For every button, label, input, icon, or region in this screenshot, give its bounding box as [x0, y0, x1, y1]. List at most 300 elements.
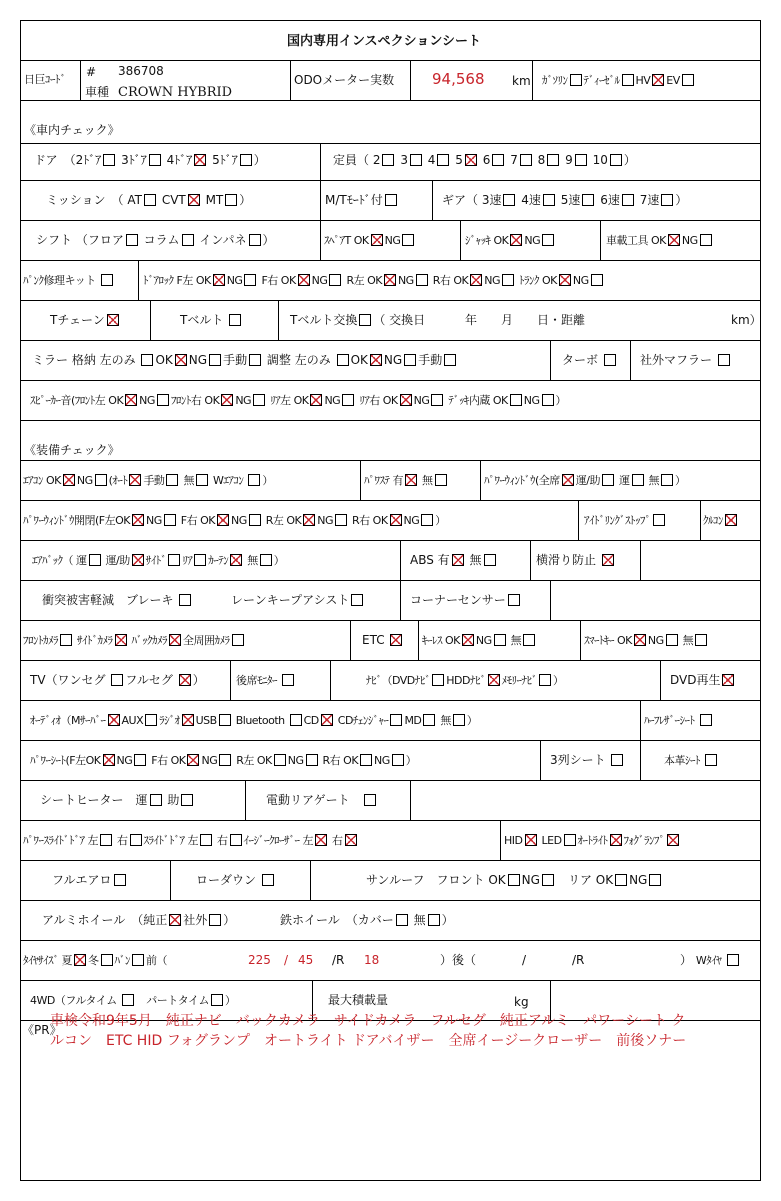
grid-line [20, 660, 761, 661]
checked-checkbox[interactable] [390, 634, 402, 646]
idling-stop [584, 514, 667, 526]
field-label: ｽﾋﾟｰｶｰ音(ﾌﾛﾝﾄ左 OK [30, 394, 124, 407]
checkbox[interactable] [602, 474, 614, 486]
checkbox[interactable] [416, 274, 428, 286]
checkbox[interactable] [428, 914, 440, 926]
checked-checkbox[interactable] [384, 274, 396, 286]
checkbox[interactable] [520, 154, 532, 166]
checkbox[interactable] [564, 834, 576, 846]
checked-checkbox[interactable] [175, 354, 187, 366]
checked-checkbox[interactable] [103, 754, 115, 766]
checked-checkbox[interactable] [179, 674, 191, 686]
field-label: HDDﾅﾋﾞ [446, 674, 486, 687]
field-label: ﾒﾓﾘｰﾅﾋﾞ [501, 674, 537, 687]
field-label: ﾊﾟﾜｰｳｨﾝﾄﾞｳ(全席 [484, 474, 560, 487]
checkbox[interactable] [122, 994, 134, 1006]
checkbox[interactable] [508, 874, 520, 886]
checked-checkbox[interactable] [668, 234, 680, 246]
checkbox[interactable] [219, 754, 231, 766]
checkbox[interactable] [211, 994, 223, 1006]
field-label: ﾌﾛﾝﾄｶﾒﾗ [23, 634, 58, 647]
field-label: 無 [510, 634, 522, 647]
field-label: NG [324, 394, 341, 407]
field-label: ） [262, 474, 273, 487]
checkbox[interactable] [705, 754, 717, 766]
field-label: R右 OK [432, 274, 469, 287]
checkbox[interactable] [200, 834, 212, 846]
checkbox[interactable] [168, 554, 180, 566]
checkbox[interactable] [249, 354, 261, 366]
checkbox[interactable] [101, 954, 113, 966]
field-label: （ AT [117, 193, 142, 207]
checkbox[interactable] [359, 314, 371, 326]
checked-checkbox[interactable] [510, 234, 522, 246]
field-label: ） [553, 674, 564, 687]
model-value: CROWN HYBRID [118, 85, 233, 100]
tire-front-sep: / [284, 953, 289, 967]
fuel-gasoline-label: ｶﾞｿﾘﾝ [542, 74, 568, 87]
field-label: 鉄ホイール （カバー [280, 913, 394, 927]
checkbox[interactable] [149, 154, 161, 166]
checkbox[interactable] [166, 474, 178, 486]
field-label: NG [383, 353, 403, 367]
checkbox[interactable] [141, 354, 153, 366]
jack [465, 234, 556, 246]
checkbox[interactable] [337, 354, 349, 366]
checkbox[interactable] [508, 594, 520, 606]
checked-checkbox[interactable] [169, 914, 181, 926]
checkbox[interactable] [114, 874, 126, 886]
checkbox[interactable] [610, 154, 622, 166]
checked-checkbox[interactable] [488, 674, 500, 686]
checkbox[interactable] [444, 354, 456, 366]
checkbox[interactable] [547, 154, 559, 166]
model-label: 車種 [85, 85, 110, 99]
checked-checkbox[interactable] [132, 554, 144, 566]
checked-checkbox[interactable] [217, 514, 229, 526]
checked-checkbox[interactable] [125, 394, 137, 406]
field-label: ﾃﾞｯｷ内蔵 OK [448, 394, 508, 407]
checked-checkbox[interactable] [187, 754, 199, 766]
checkbox[interactable] [306, 754, 318, 766]
field-label: R左 OK [346, 274, 382, 287]
field-label: コーナーセンサー [410, 593, 506, 607]
field-label: 本革ｼｰﾄ [664, 754, 700, 767]
field-label: 8 [537, 153, 546, 167]
checkbox[interactable] [262, 874, 274, 886]
checkbox[interactable] [232, 634, 244, 646]
field-label: ﾄﾗﾝｸ OK [519, 274, 557, 287]
checkbox[interactable] [492, 154, 504, 166]
field-label: R左 OK [265, 514, 302, 527]
checked-checkbox[interactable] [405, 474, 417, 486]
checkbox[interactable] [95, 474, 107, 486]
checked-checkbox[interactable] [303, 514, 315, 526]
field-label: ｻｲﾄﾞｶﾒﾗ [77, 634, 113, 647]
checkbox[interactable] [130, 834, 142, 846]
checkbox[interactable] [382, 154, 394, 166]
field-label: フルエアロ [52, 873, 112, 887]
checked-checkbox[interactable] [194, 154, 206, 166]
tire-rear-sep: / [522, 953, 527, 967]
field-label: NG [629, 873, 648, 887]
checkbox[interactable] [89, 554, 101, 566]
checkbox[interactable] [274, 754, 286, 766]
odo-unit: km [512, 74, 531, 88]
field-label: レーンキープアシスト [231, 593, 350, 607]
punk-kit [23, 274, 115, 286]
third-row-seat [550, 754, 625, 766]
checkbox[interactable] [132, 954, 144, 966]
field-label: NG [139, 394, 155, 407]
t-belt-change [290, 314, 585, 326]
checkbox[interactable] [351, 594, 363, 606]
field-label: 右 [332, 834, 343, 847]
checkbox[interactable] [539, 674, 551, 686]
field-label: ｽﾍﾟｱT OK [324, 234, 369, 247]
checkbox[interactable] [100, 834, 112, 846]
pr-label: 《PR》 [22, 1023, 62, 1037]
checkbox[interactable] [437, 154, 449, 166]
checked-checkbox[interactable] [667, 834, 679, 846]
grid-line [170, 860, 171, 900]
field-label: 衝突被害軽減 ブレーキ [42, 593, 174, 607]
grid-line [320, 180, 321, 220]
field-label: ﾊﾟﾜｰｼｰﾄ(F左OK [30, 754, 101, 767]
checkbox[interactable] [575, 154, 587, 166]
checkbox[interactable] [435, 474, 447, 486]
checked-checkbox[interactable] [390, 514, 402, 526]
checkbox[interactable] [542, 234, 554, 246]
checked-checkbox[interactable] [465, 154, 477, 166]
checkbox[interactable] [60, 634, 72, 646]
field-label: ） [466, 714, 478, 727]
field-label: NG [647, 634, 664, 647]
field-label: NG [287, 754, 304, 767]
checkbox[interactable] [402, 234, 414, 246]
checkbox[interactable] [253, 394, 265, 406]
field-label: 社外マフラー [640, 353, 713, 367]
dvd-playback [670, 674, 736, 686]
checkbox[interactable] [523, 634, 535, 646]
checkbox[interactable] [144, 194, 156, 206]
checked-checkbox[interactable] [213, 274, 225, 286]
checkbox[interactable] [484, 554, 496, 566]
field-label: 4速 [521, 193, 541, 207]
checked-checkbox[interactable] [321, 714, 333, 726]
steel-wheel [280, 914, 454, 926]
tire-front-diameter: 18 [364, 953, 380, 967]
checked-checkbox[interactable] [108, 714, 120, 726]
grid-line [278, 300, 279, 340]
checkbox[interactable] [179, 594, 191, 606]
checkbox[interactable] [695, 634, 707, 646]
checkbox[interactable] [342, 394, 354, 406]
grid-line [20, 780, 761, 781]
checkbox[interactable] [661, 474, 673, 486]
checkbox[interactable] [453, 714, 465, 726]
checked-checkbox[interactable] [470, 274, 482, 286]
checked-checkbox[interactable] [634, 634, 646, 646]
checked-checkbox[interactable] [230, 554, 242, 566]
tire-front-width: 225 [248, 953, 271, 967]
grid-line [150, 300, 151, 340]
field-label: ﾊﾟﾜｰｽﾗｲﾄﾞﾄﾞｱ 左 [23, 834, 98, 847]
checked-checkbox[interactable] [370, 354, 382, 366]
field-label: 全周囲ｶﾒﾗ [183, 634, 230, 647]
checkbox[interactable] [727, 954, 739, 966]
checkbox[interactable] [410, 154, 422, 166]
lowdown [196, 874, 276, 886]
checkbox[interactable] [164, 514, 176, 526]
field-label: NG [235, 394, 252, 407]
grid-line [640, 700, 641, 740]
checkbox[interactable] [390, 714, 402, 726]
checkbox[interactable] [421, 514, 433, 526]
tire-rear-open: ）後（ [440, 953, 477, 967]
checked-checkbox[interactable] [725, 514, 737, 526]
sunroof [366, 874, 663, 886]
field-label: TV（ワンセグ [30, 673, 106, 687]
checked-checkbox[interactable] [525, 834, 537, 846]
checkbox[interactable] [240, 154, 252, 166]
checkbox[interactable] [150, 794, 162, 806]
checkbox[interactable] [404, 354, 416, 366]
checkbox[interactable] [194, 554, 206, 566]
grid-line [410, 780, 411, 820]
checkbox[interactable] [385, 194, 397, 206]
field-label: ﾅﾋﾞ（DVDﾅﾋﾞ [366, 674, 431, 687]
grid-line [320, 220, 321, 260]
checkbox[interactable] [290, 714, 302, 726]
checked-checkbox[interactable] [315, 834, 327, 846]
fuel-diesel-label: ﾃﾞｨｰｾﾞﾙ [583, 74, 620, 87]
checkbox[interactable] [423, 714, 435, 726]
checkbox[interactable] [335, 514, 347, 526]
field-label: NG [76, 474, 93, 487]
field-label: ドア [34, 153, 58, 167]
field-label: ） [273, 554, 285, 567]
checkbox[interactable] [181, 794, 193, 806]
checked-checkbox[interactable] [452, 554, 464, 566]
checkbox[interactable] [582, 194, 594, 206]
field-label: ） [623, 153, 636, 167]
checkbox[interactable] [145, 714, 157, 726]
checkbox[interactable] [494, 634, 506, 646]
checkbox[interactable] [431, 394, 443, 406]
power-window-open [23, 514, 446, 526]
cruise-control [703, 514, 739, 526]
grid-line [20, 900, 761, 901]
field-label: 7 [510, 153, 518, 167]
checkbox[interactable] [260, 554, 272, 566]
checkbox[interactable] [661, 194, 673, 206]
field-label: コラム [143, 233, 180, 247]
field-label: Tベルト [180, 313, 224, 327]
checkbox[interactable] [244, 274, 256, 286]
field-label: 右 [117, 834, 128, 847]
checkbox[interactable] [666, 634, 678, 646]
checked-checkbox[interactable] [310, 394, 322, 406]
checkbox[interactable] [591, 274, 603, 286]
checkbox[interactable] [329, 274, 341, 286]
checkbox[interactable] [396, 914, 408, 926]
checked-checkbox[interactable] [107, 314, 119, 326]
checkbox[interactable] [101, 274, 113, 286]
field-label: 9 [565, 153, 573, 167]
field-label: 社外 [183, 913, 208, 927]
checked-checkbox[interactable] [371, 234, 383, 246]
power-seat [30, 754, 416, 766]
checked-checkbox[interactable] [129, 474, 141, 486]
checked-checkbox[interactable] [188, 194, 200, 206]
checked-checkbox[interactable] [462, 634, 474, 646]
checkbox[interactable] [157, 394, 169, 406]
grid-line [20, 700, 761, 701]
checked-checkbox[interactable] [182, 714, 194, 726]
checked-checkbox[interactable] [221, 394, 233, 406]
field-label: ｽﾏｰﾄｷｰ OK [584, 634, 632, 647]
checkbox[interactable] [230, 834, 242, 846]
tire-front-r: /R [332, 953, 345, 967]
checkbox[interactable] [649, 874, 661, 886]
field-label: 横滑り防止 [536, 553, 597, 567]
checked-checkbox[interactable] [610, 834, 622, 846]
grid-line [20, 980, 761, 981]
checkbox[interactable] [209, 914, 221, 926]
field-label: NG [116, 754, 133, 767]
aircon [23, 474, 273, 486]
field-label: ） [405, 754, 417, 767]
fuel-ev-checkbox[interactable] [682, 74, 694, 86]
fuel-hv-checkbox[interactable] [652, 74, 664, 86]
field-label: ） [223, 913, 236, 927]
field-label: 右 [217, 834, 228, 847]
checkbox[interactable] [225, 194, 237, 206]
checked-checkbox[interactable] [63, 474, 75, 486]
fuel-gasoline-checkbox[interactable] [570, 74, 582, 86]
field-label: NG [681, 234, 698, 247]
full-aero [52, 874, 128, 886]
checkbox[interactable] [503, 194, 515, 206]
field-label: ｲｰｼﾞｰｸﾛｰｻﾞｰ 左 [243, 834, 313, 847]
field-label: Wﾀｲﾔ [695, 954, 722, 967]
field-label: ｸﾙｺﾝ [703, 514, 723, 527]
mirror [32, 354, 458, 366]
checkbox[interactable] [611, 754, 623, 766]
field-label: 4ﾄﾞｱ [166, 153, 193, 167]
checkbox[interactable] [392, 754, 404, 766]
checkbox[interactable] [653, 514, 665, 526]
checkbox[interactable] [622, 194, 634, 206]
checkbox[interactable] [219, 714, 231, 726]
field-label: ﾘｱ右 OK [359, 394, 398, 407]
checkbox[interactable] [364, 794, 376, 806]
checkbox[interactable] [718, 354, 730, 366]
grid-line [20, 380, 761, 381]
checked-checkbox[interactable] [298, 274, 310, 286]
code-label: 日巨ｺｰﾄﾞ [24, 73, 66, 86]
checked-checkbox[interactable] [559, 274, 571, 286]
checkbox[interactable] [249, 234, 261, 246]
checkbox[interactable] [282, 674, 294, 686]
checkbox[interactable] [615, 874, 627, 886]
checkbox[interactable] [510, 394, 522, 406]
checkbox[interactable] [229, 314, 241, 326]
abs [410, 554, 498, 566]
field-label: 5速 [560, 193, 581, 207]
grid-line [500, 820, 501, 860]
checkbox[interactable] [103, 154, 115, 166]
checked-checkbox[interactable] [115, 634, 127, 646]
field-label: 車載工具 OK [606, 234, 666, 247]
checked-checkbox[interactable] [602, 554, 614, 566]
checked-checkbox[interactable] [562, 474, 574, 486]
pr-text: 車検令和9年5月 純正ナビ バックカメラ サイドカメラ フルセグ 純正アルミ パワーシート クルコン ETC HID フォグランプ オートライト ドアバイザー 全席イージークローザー 前後ソナー [50, 1013, 687, 1049]
field-label: 5 [455, 153, 463, 167]
checkbox[interactable] [111, 674, 123, 686]
checkbox[interactable] [196, 474, 208, 486]
checked-checkbox[interactable] [345, 834, 357, 846]
tv [30, 674, 205, 686]
checkbox[interactable] [248, 474, 260, 486]
skid-control [536, 554, 616, 566]
checked-checkbox[interactable] [74, 954, 86, 966]
checked-checkbox[interactable] [169, 634, 181, 646]
checkbox[interactable] [604, 354, 616, 366]
checked-checkbox[interactable] [132, 514, 144, 526]
checkbox[interactable] [182, 234, 194, 246]
checked-checkbox[interactable] [722, 674, 734, 686]
checkbox[interactable] [360, 754, 372, 766]
field-label: ターボ [562, 353, 599, 367]
checked-checkbox[interactable] [400, 394, 412, 406]
grid-line [20, 500, 761, 501]
field-label: NG [403, 514, 420, 527]
field-label: Tチェーン [50, 313, 105, 327]
grid-line [700, 500, 701, 540]
checkbox[interactable] [542, 874, 554, 886]
grid-line [480, 460, 481, 500]
checkbox[interactable] [249, 514, 261, 526]
grid-line [640, 540, 641, 580]
power-steering [364, 474, 449, 486]
field-label: NG [524, 234, 541, 247]
checkbox[interactable] [542, 394, 554, 406]
checkbox[interactable] [134, 754, 146, 766]
grid-line [20, 260, 761, 261]
field-label: F右 OK [261, 274, 296, 287]
field-label: NG [230, 514, 247, 527]
grid-line [532, 60, 533, 100]
checkbox[interactable] [700, 234, 712, 246]
field-label: 無 [440, 714, 451, 727]
checkbox[interactable] [126, 234, 138, 246]
checkbox[interactable] [632, 474, 644, 486]
field-label: シフト （フロア [36, 233, 124, 247]
field-label: ） [675, 474, 686, 487]
checkbox[interactable] [209, 354, 221, 366]
fuel-diesel-checkbox[interactable] [622, 74, 634, 86]
checkbox[interactable] [502, 274, 514, 286]
odo-label: ODOメーター実数 [294, 73, 395, 87]
field-label: ﾊﾞｯｸｶﾒﾗ [131, 634, 167, 647]
tools [606, 234, 714, 246]
checkbox[interactable] [432, 674, 444, 686]
grid-line [20, 940, 761, 941]
checkbox[interactable] [543, 194, 555, 206]
checkbox[interactable] [700, 714, 712, 726]
